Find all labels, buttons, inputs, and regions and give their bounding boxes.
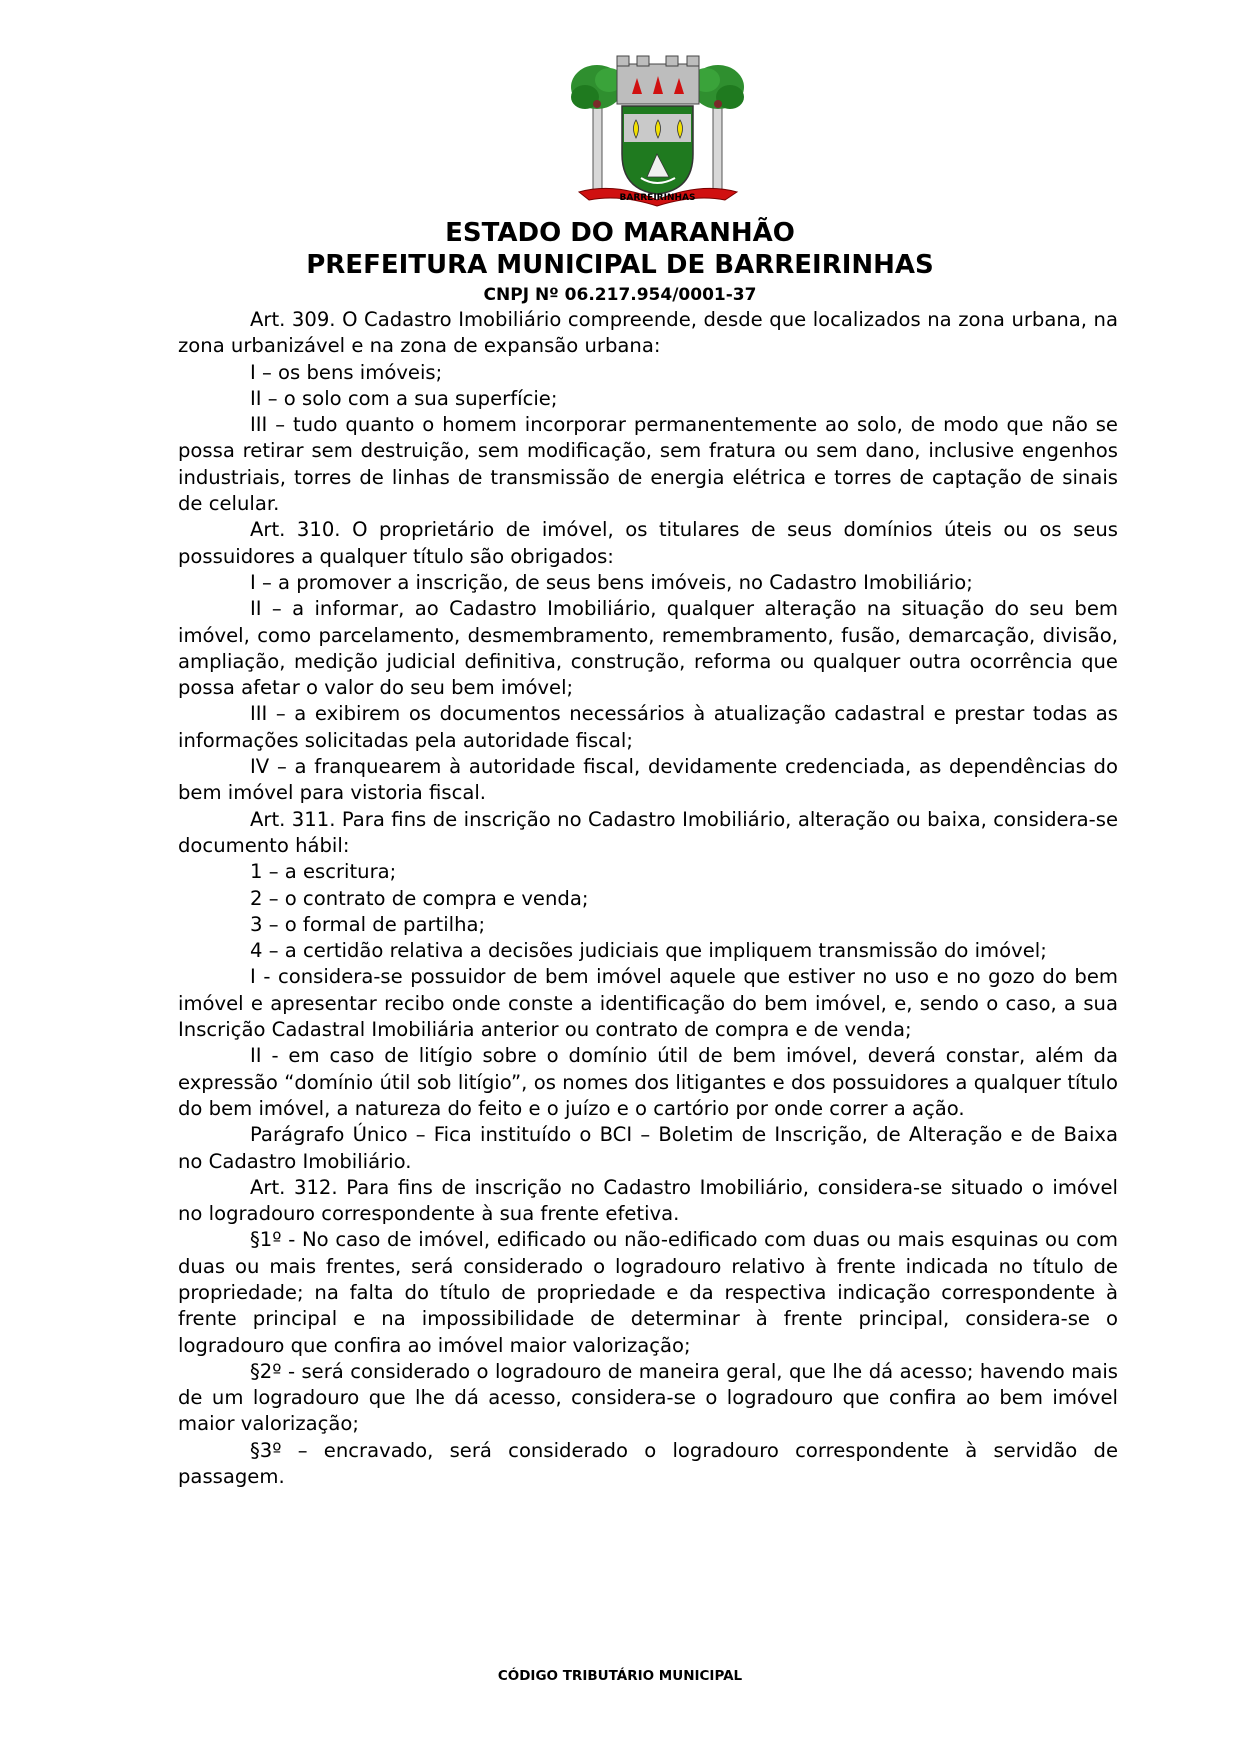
paragraph-item: I – os bens imóveis; [250,360,443,384]
coat-of-arms-emblem [565,42,750,207]
paragraph-item: 1 – a escritura; [250,860,397,884]
right-palm-tree-icon [692,65,744,192]
paragraph-item: I – a promover a inscrição, de seus bens imóveis, no Cadastro Imobiliário; [250,570,973,594]
state-title: ESTADO DO MARANHÃO [445,218,795,248]
paragraph-art-311: Art. 311. Para fins de inscrição no Cadastro Imobiliário, alteração ou baixa, considera-se documento hábil: [178,807,1118,857]
paragraph-art-309: Art. 309. O Cadastro Imobiliário compreende, desde que localizados na zona urbana, na zona urbanizável e na zona de expansão urbana: [178,308,1118,358]
footer-title: CÓDIGO TRIBUTÁRIO MUNICIPAL [497,1668,743,1684]
paragraph-item: IV – a franquearem à autoridade fiscal, devidamente credenciada, as dependências do bem imóvel para vistoria fiscal. [178,755,1118,805]
paragraph-art-310: Art. 310. O proprietário de imóvel, os titulares de seus domínios úteis ou os seus possuidores a qualquer título são obrigados: [178,518,1118,568]
castle-crown-icon [617,56,699,104]
shield-icon [622,106,693,194]
paragraph-item: III – a exibirem os documentos necessários à atualização cadastral e prestar todas as informações solicitadas pela autoridade fiscal; [178,702,1118,752]
paragraph-item: II – o solo com a sua superfície; [250,386,558,410]
cnpj-number: CNPJ Nº 06.217.954/0001-37 [483,285,757,305]
paragraph-section-3: §3º – encravado, será considerado o logradouro correspondente à servidão de passagem. [178,1438,1118,1489]
paragraph-item: I - considera-se possuidor de bem imóvel aquele que estiver no uso e no gozo do bem imóvel e apresentar recibo onde conste a identificação do bem imóvel, e, sendo o caso, a sua Inscrição Cadastral Imobiliária anterior ou contrato de compra e de venda; [178,965,1118,1042]
paragraph-item: II - em caso de litígio sobre o domínio útil de bem imóvel, deverá constar, além da expressão “domínio útil sob litígio”, os nomes dos litigantes e dos possuidores a qualquer título do bem imóvel, a natureza do feito e o juízo e o cartório por onde correr a ação. [178,1044,1118,1120]
paragraph-section-2: §2º - será considerado o logradouro de maneira geral, que lhe dá acesso; havendo mais de um logradouro que lhe dá acesso, considera-se o logradouro que confira ao bem imóvel maior valorização; [178,1359,1118,1436]
paragraph-art-312: Art. 312. Para fins de inscrição no Cadastro Imobiliário, considera-se situado o imóvel no logradouro correspondente à sua frente efetiva. [178,1175,1118,1226]
paragraph-item: II – a informar, ao Cadastro Imobiliário, qualquer alteração na situação do seu bem imóvel, como parcelamento, desmembramento, remembramento, fusão, demarcação, divisão, ampliação, medição judicial definitiva, construção, reforma ou qualquer outra ocorrência que possa afetar o valor do seu bem imóvel; [178,597,1118,700]
paragraph-section-1: §1º - No caso de imóvel, edificado ou não-edificado com duas ou mais esquinas ou com duas ou mais frentes, será considerado o logradouro relativo à frente indicada no título de propriedade; na falta do título de propriedade e da respectiva indicação correspondente à frente principal e na impossibilidade de determinar à frente principal, considera-se o logradouro que confira ao imóvel maior valorização; [178,1228,1118,1357]
paragraph-item: 3 – o formal de partilha; [250,912,486,936]
paragraph-item: III – tudo quanto o homem incorporar permanentemente ao solo, de modo que não se possa retirar sem destruição, sem modificação, sem fratura ou sem dano, inclusive engenhos industriais, torres de linhas de transmissão de energia elétrica e torres de captação de sinais de celular. [178,413,1118,516]
ribbon-text: BARREIRINHAS [619,193,696,203]
left-palm-tree-icon [571,65,623,192]
paragraph-sole-paragraph: Parágrafo Único – Fica instituído o BCI – Boletim de Inscrição, de Alteração e de Baixa no Cadastro Imobiliário. [178,1123,1118,1173]
document-body [178,307,1118,1490]
paragraph-item: 4 – a certidão relativa a decisões judiciais que impliquem transmissão do imóvel; [250,939,1047,963]
prefecture-title: PREFEITURA MUNICIPAL DE BARREIRINHAS [306,250,934,280]
paragraph-item: 2 – o contrato de compra e venda; [250,886,589,910]
